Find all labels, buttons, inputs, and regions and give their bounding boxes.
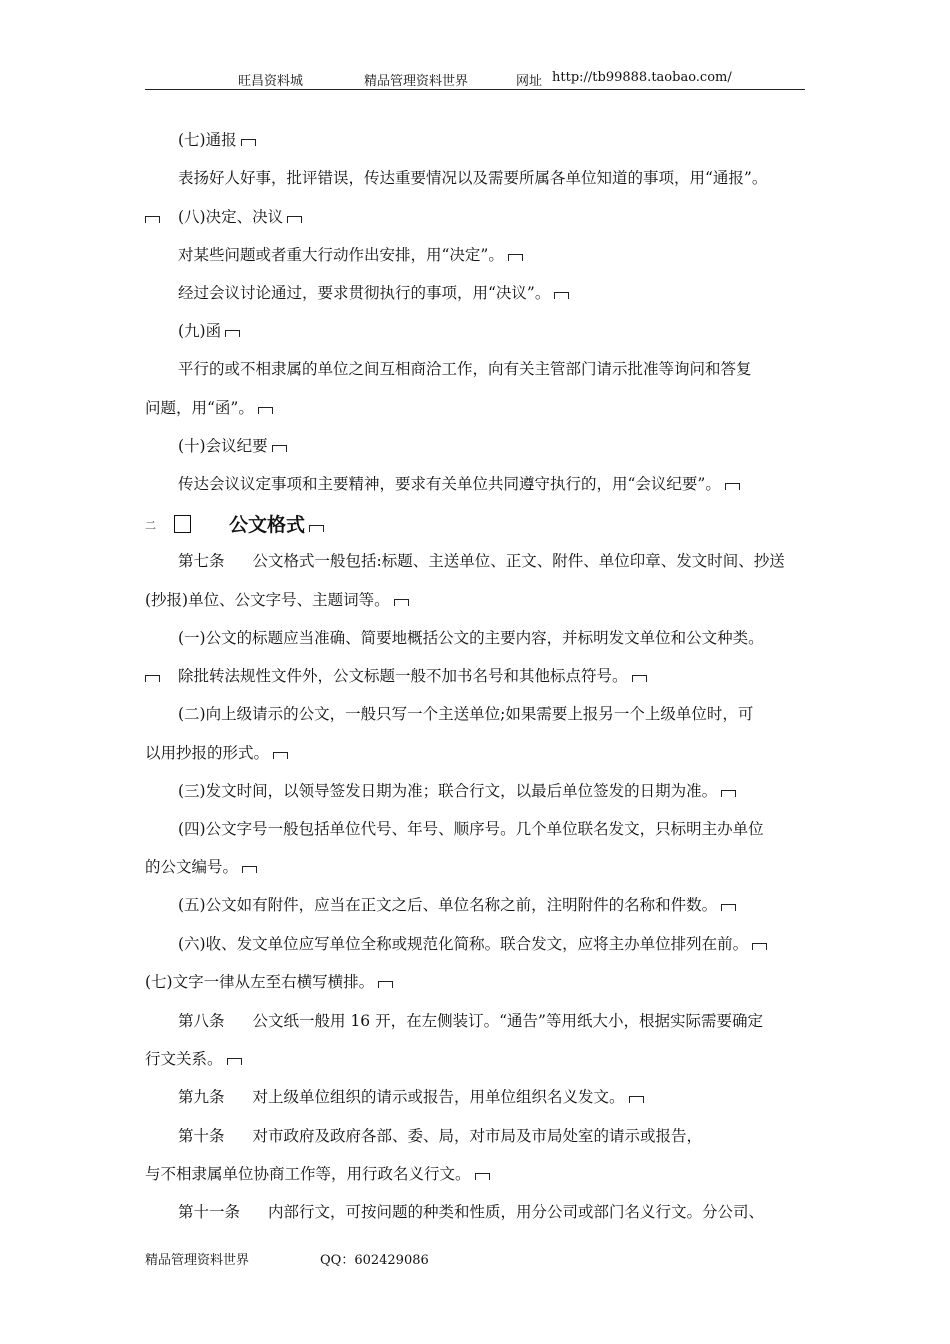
doc-paragraph [178, 245, 523, 265]
article-line [178, 551, 785, 571]
section-title: 公文格式 [229, 514, 306, 536]
paragraph-mark-icon [394, 599, 409, 606]
paragraph-mark-icon [632, 675, 647, 682]
doc-paragraph [178, 436, 287, 456]
doc-paragraph [145, 207, 302, 227]
paragraph-mark-icon [309, 525, 324, 532]
paragraph-mark-icon [272, 445, 287, 452]
article-text: 的公文编号。 [145, 858, 239, 876]
section-heading [145, 510, 324, 537]
doc-paragraph [178, 130, 256, 150]
paragraph-mark-icon [258, 407, 273, 414]
article-text: (一)公文的标题应当准确、简要地概括公文的主要内容，并标明发文单位和公文种类。 [178, 629, 764, 647]
doc-paragraph [145, 398, 273, 418]
paragraph-mark-icon [475, 1173, 490, 1180]
article-line [178, 1202, 764, 1222]
paragraph-text: 问题，用“函”。 [145, 399, 254, 417]
article-text: 公文格式一般包括:标题、主送单位、正文、附件、单位印章、发文时间、抄送 [252, 552, 785, 570]
article-text: (四)公文字号一般包括单位代号、年号、顺序号。几个单位联名发文，只标明主办单位 [178, 820, 764, 838]
article-line [178, 1011, 763, 1031]
paragraph-mark-icon [378, 981, 393, 988]
article-text: (六)收、发文单位应写单位全称或规范化简称。联合发文，应将主办单位排列在前。 [178, 935, 749, 953]
header-url-link[interactable]: http://tb99888.taobao.com/ [552, 70, 732, 85]
paragraph-mark-icon [721, 790, 736, 797]
paragraph-mark-icon [242, 866, 257, 873]
article-line [145, 743, 288, 763]
article-text: (五)公文如有附件，应当在正文之后、单位名称之前，注明附件的名称和件数。 [178, 896, 718, 914]
paragraph-mark-icon [752, 943, 767, 950]
doc-paragraph [178, 474, 740, 494]
article-line [145, 857, 257, 877]
paragraph-mark-icon [273, 752, 288, 759]
paragraph-text: (七)通报 [178, 131, 237, 149]
article-line [178, 781, 736, 801]
article-text: 对市政府及政府各部、委、局，对市局及市局处室的请示或报告， [252, 1127, 703, 1145]
article-text: 与不相隶属单位协商工作等，用行政名义行文。 [145, 1165, 471, 1183]
article-text: 内部行文，可按问题的种类和性质，用分公司或部门名义行文。分公司、 [268, 1203, 765, 1221]
paragraph-mark-icon [241, 139, 256, 146]
article-line [145, 1164, 490, 1184]
paragraph-text: 对某些问题或者重大行动作出安排，用“决定”。 [178, 246, 504, 264]
paragraph-text: (十)会议纪要 [178, 437, 268, 455]
paragraph-mark-icon [145, 216, 160, 223]
article-label: 第十一条 [178, 1203, 241, 1221]
doc-paragraph [178, 321, 240, 341]
article-text: 公文纸一般用 16 开，在左侧装订。“通告”等用纸大小，根据实际需要确定 [252, 1012, 763, 1030]
doc-paragraph [178, 168, 767, 188]
paragraph-mark-icon [508, 254, 523, 261]
paragraph-text: (九)函 [178, 322, 222, 340]
article-text: 以用抄报的形式。 [145, 744, 270, 762]
paragraph-mark-icon [554, 292, 569, 299]
header-site-name: 精品管理资料世界 [364, 74, 469, 89]
article-label: 第八条 [178, 1012, 225, 1030]
paragraph-text: 传达会议议定事项和主要精神，要求有关单位共同遵守执行的，用“会议纪要”。 [178, 475, 721, 493]
article-text: 对上级单位组织的请示或报告，用单位组织名义发文。 [252, 1088, 625, 1106]
article-line [178, 1087, 644, 1107]
article-text: (二)向上级请示的公文，一般只写一个主送单位;如果需要上报另一个上级单位时，可 [178, 705, 754, 723]
paragraph-text: 平行的或不相隶属的单位之间互相商洽工作，向有关主管部门请示批准等询问和答复 [178, 360, 752, 378]
article-text: 行文关系。 [145, 1050, 223, 1068]
article-label: 第九条 [178, 1088, 225, 1106]
footer-qq: QQ：602429086 [320, 1253, 429, 1268]
paragraph-mark-icon [629, 1096, 644, 1103]
header-url-label: 网址 [516, 74, 543, 89]
paragraph-mark-icon [721, 904, 736, 911]
article-text: (七)文字一律从左至右横写横排。 [145, 973, 375, 991]
article-line [178, 704, 753, 724]
paragraph-mark-icon [227, 1058, 242, 1065]
article-line [145, 666, 647, 686]
article-text: (抄报)单位、公文字号、主题词等。 [145, 591, 390, 609]
section-number: 二 [145, 519, 156, 532]
article-line [178, 819, 764, 839]
paragraph-text: 表扬好人好事，批评错误，传达重要情况以及需要所属各单位知道的事项，用“通报”。 [178, 169, 768, 187]
article-line [145, 972, 393, 992]
article-line [178, 628, 764, 648]
article-line [178, 895, 736, 915]
checkbox-square-icon [174, 515, 191, 533]
paragraph-text: (八)决定、决议 [178, 208, 284, 226]
page-header [145, 70, 805, 90]
footer-site-name: 精品管理资料世界 [145, 1253, 250, 1268]
paragraph-mark-icon [287, 216, 302, 223]
doc-paragraph [178, 283, 569, 303]
doc-paragraph [178, 359, 752, 379]
header-shop-name: 旺昌资料城 [238, 74, 304, 89]
paragraph-text: 经过会议讨论通过，要求贯彻执行的事项，用“决议”。 [178, 284, 551, 302]
article-line [145, 1049, 242, 1069]
article-label: 第七条 [178, 552, 225, 570]
article-line [178, 934, 767, 954]
paragraph-mark-icon [225, 330, 240, 337]
paragraph-mark-icon [145, 675, 160, 682]
article-line [145, 590, 409, 610]
article-text: (三)发文时间，以领导签发日期为准；联合行文，以最后单位签发的日期为准。 [178, 782, 718, 800]
paragraph-mark-icon [725, 483, 740, 490]
article-text: 除批转法规性文件外，公文标题一般不加书名号和其他标点符号。 [178, 667, 628, 685]
article-label: 第十条 [178, 1127, 225, 1145]
article-line [178, 1126, 702, 1146]
